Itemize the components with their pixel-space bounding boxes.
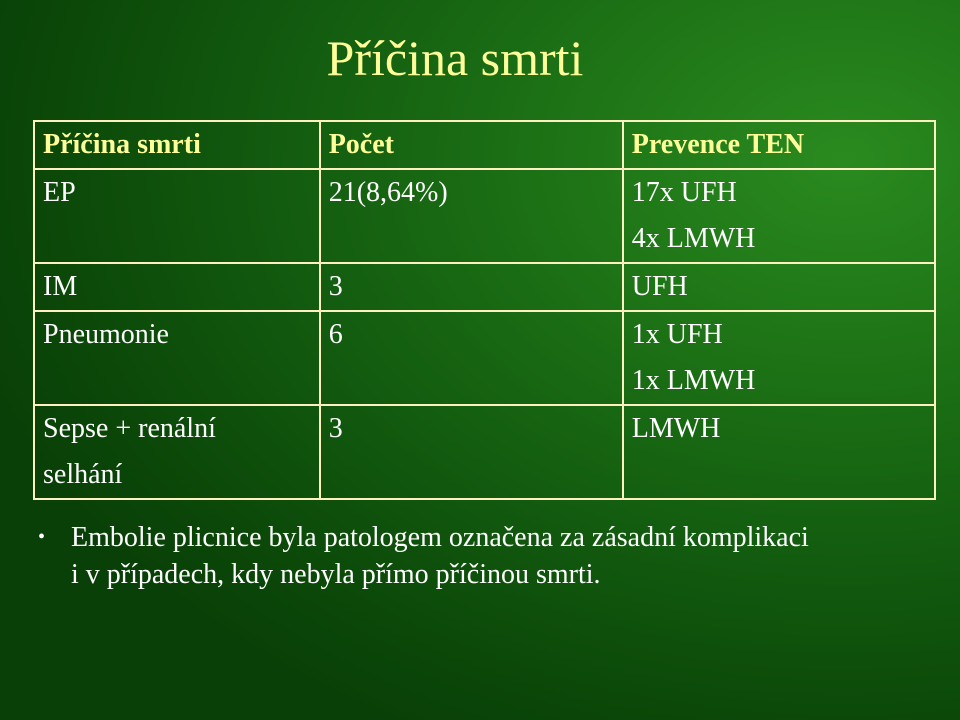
header-count: Počet xyxy=(320,121,623,169)
cell-cause xyxy=(34,405,320,499)
cell-prevention xyxy=(623,405,935,499)
count-text: 3 xyxy=(328,271,343,302)
cell-cause xyxy=(34,169,320,263)
table-row xyxy=(34,311,935,405)
cell-prevention xyxy=(623,169,935,263)
cause-text: IM xyxy=(43,271,78,302)
table-row xyxy=(34,263,935,311)
header-prevention: Prevence TEN xyxy=(623,121,935,169)
prevention-text: 1x UFH xyxy=(631,319,723,350)
header-cause: Příčina smrti xyxy=(34,121,320,169)
prevention-text: LMWH xyxy=(631,413,721,444)
bullet-icon: • xyxy=(38,526,46,548)
count-text: 6 xyxy=(328,319,343,350)
cell-cause xyxy=(34,263,320,311)
note-line-2: i v případech, kdy nebyla přímo příčinou smrti. xyxy=(71,559,601,590)
cell-count xyxy=(320,405,623,499)
cell-prevention xyxy=(623,311,935,405)
note-bullet-item xyxy=(38,519,938,593)
cell-count xyxy=(320,263,623,311)
prevention-text: 1x LMWH xyxy=(631,365,756,396)
cause-text: Pneumonie xyxy=(43,319,169,350)
table-row xyxy=(34,405,935,499)
prevention-text: 17x UFH xyxy=(631,177,737,208)
cell-prevention xyxy=(623,263,935,311)
cause-of-death-table xyxy=(33,120,936,500)
table-header-row xyxy=(34,121,935,169)
count-text: 21(8,64%) xyxy=(328,177,448,208)
cell-cause xyxy=(34,311,320,405)
cell-count xyxy=(320,311,623,405)
prevention-text: UFH xyxy=(631,271,688,302)
cell-count xyxy=(320,169,623,263)
cause-text: EP xyxy=(43,177,76,208)
table-row xyxy=(34,169,935,263)
slide-title: Příčina smrti xyxy=(326,30,584,86)
cause-text: Sepse + renální xyxy=(43,413,216,444)
cause-text: selhání xyxy=(43,459,123,490)
count-text: 3 xyxy=(328,413,343,444)
note-line-1: Embolie plicnice byla patologem označena za zásadní komplikaci xyxy=(71,522,809,553)
prevention-text: 4x LMWH xyxy=(631,223,756,254)
